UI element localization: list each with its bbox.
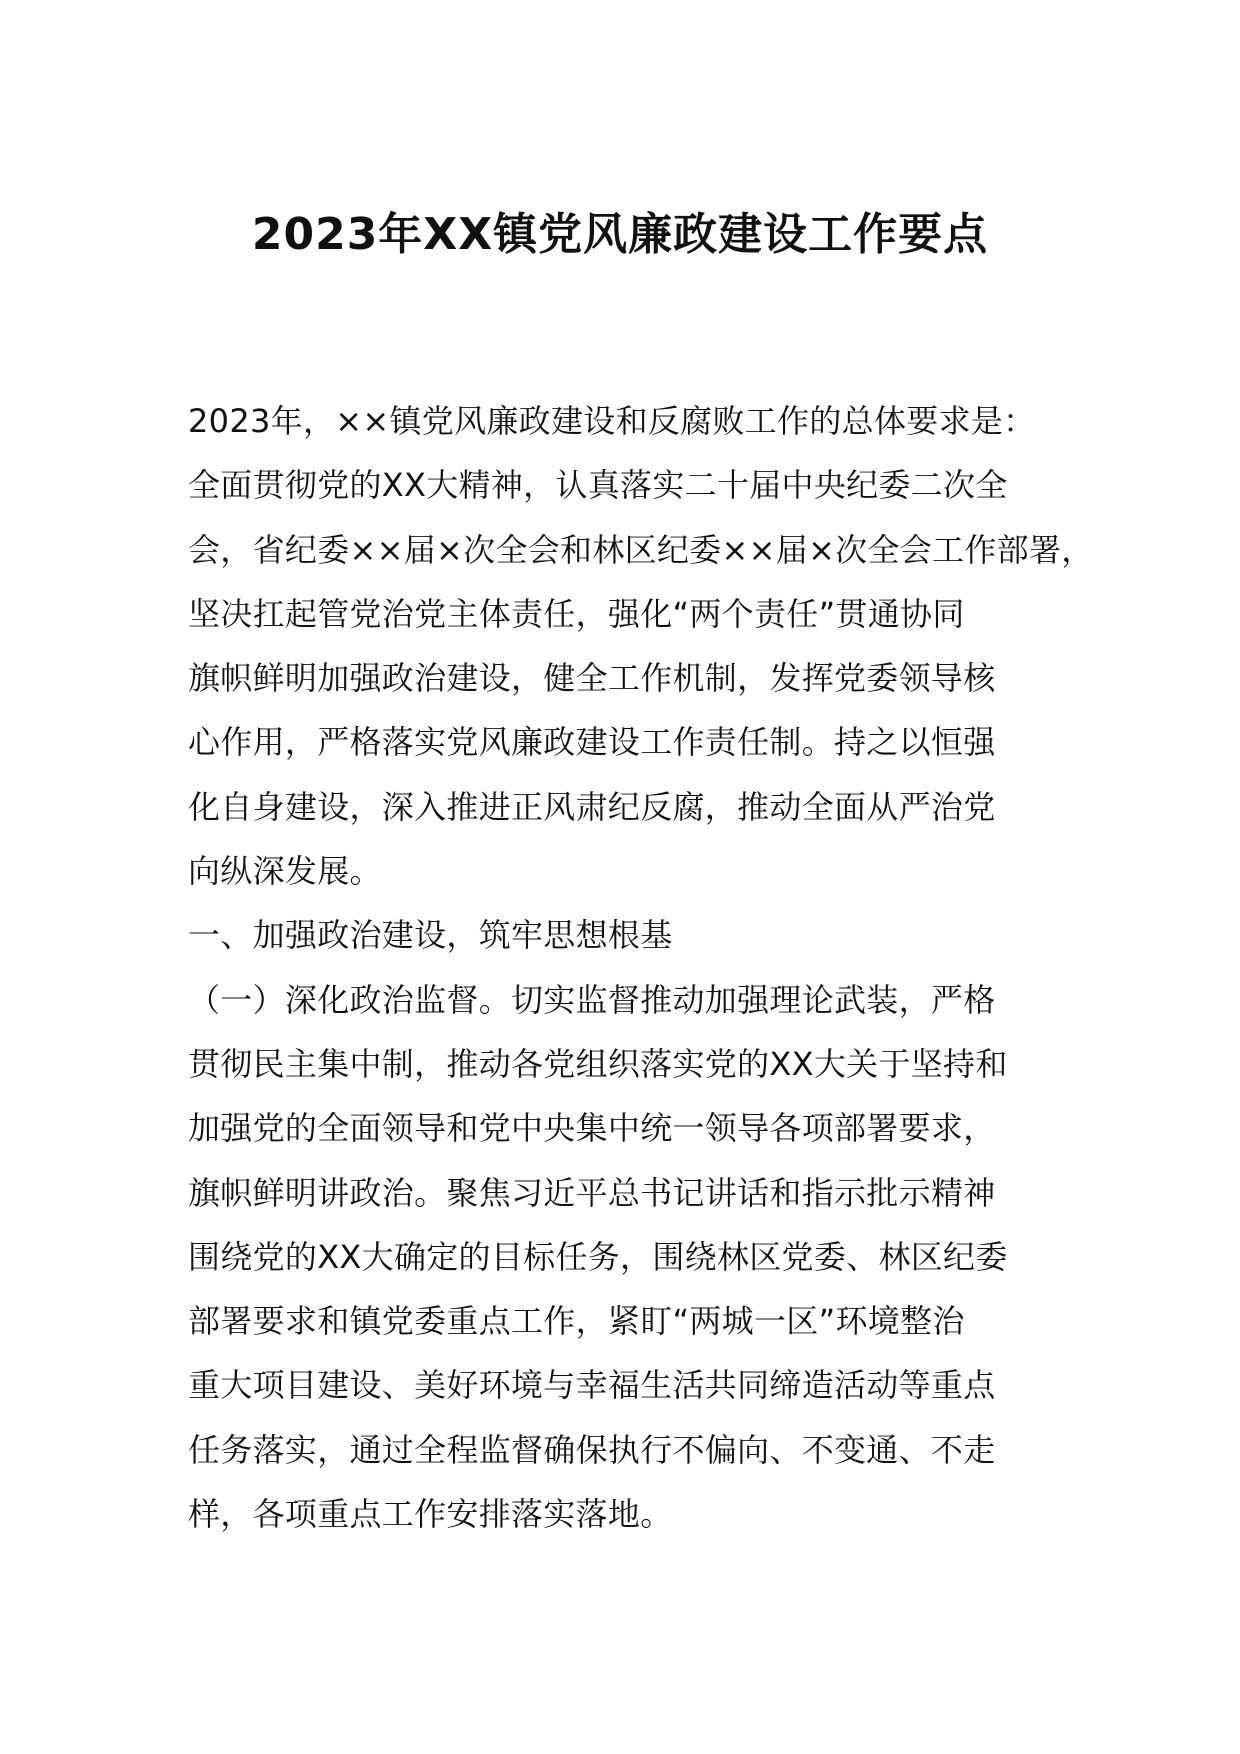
- body-line: 样，各项重点工作安排落实落地。: [188, 1495, 673, 1534]
- body-line: 围绕党的XX大确定的目标任务，围绕林区党委、林区纪委: [188, 1237, 1008, 1276]
- body-line: 部署要求和镇党委重点工作，紧盯“两城一区”环境整治: [188, 1302, 965, 1341]
- body-line: 旗帜鲜明加强政治建设，健全工作机制，发挥党委领导核: [188, 659, 996, 698]
- body-line: 心作用，严格落实党风廉政建设工作责任制。持之以恒强: [188, 723, 996, 762]
- document-title: 2023年XX镇党风廉政建设工作要点: [251, 209, 989, 260]
- body-line: 贯彻民主集中制，推动各党组织落实党的XX大关于坚持和: [188, 1044, 1008, 1083]
- body-line: 2023年，××镇党风廉政建设和反腐败工作的总体要求是：: [188, 402, 1036, 440]
- body-line: 坚决扛起管党治党主体责任，强化“两个责任”贯通协同: [188, 594, 965, 633]
- body-line: 旗帜鲜明讲政治。聚焦习近平总书记讲话和指示批示精神: [188, 1173, 996, 1212]
- body-line: 化自身建设，深入推进正风肃纪反腐，推动全面从严治党: [188, 787, 996, 826]
- section-heading: 一、加强政治建设，筑牢思想根基: [188, 916, 673, 955]
- body-line: 全面贯彻党的XX大精神，认真落实二十届中央纪委二次全: [188, 466, 1008, 505]
- body-line: 加强党的全面领导和党中央集中统一领导各项部署要求，: [188, 1109, 996, 1148]
- body-line: 重大项目建设、美好环境与幸福生活共同缔造活动等重点: [188, 1366, 996, 1405]
- body-line: 会，省纪委××届×次全会和林区纪委××届×次全会工作部署，: [188, 530, 1094, 569]
- body-line: 任务落实，通过全程监督确保执行不偏向、不变通、不走: [188, 1430, 996, 1469]
- body-line: 向纵深发展。: [188, 852, 382, 891]
- subsection-line: （一）深化政治监督。切实监督推动加强理论武装，严格: [188, 980, 996, 1019]
- document-body: [188, 389, 1108, 1546]
